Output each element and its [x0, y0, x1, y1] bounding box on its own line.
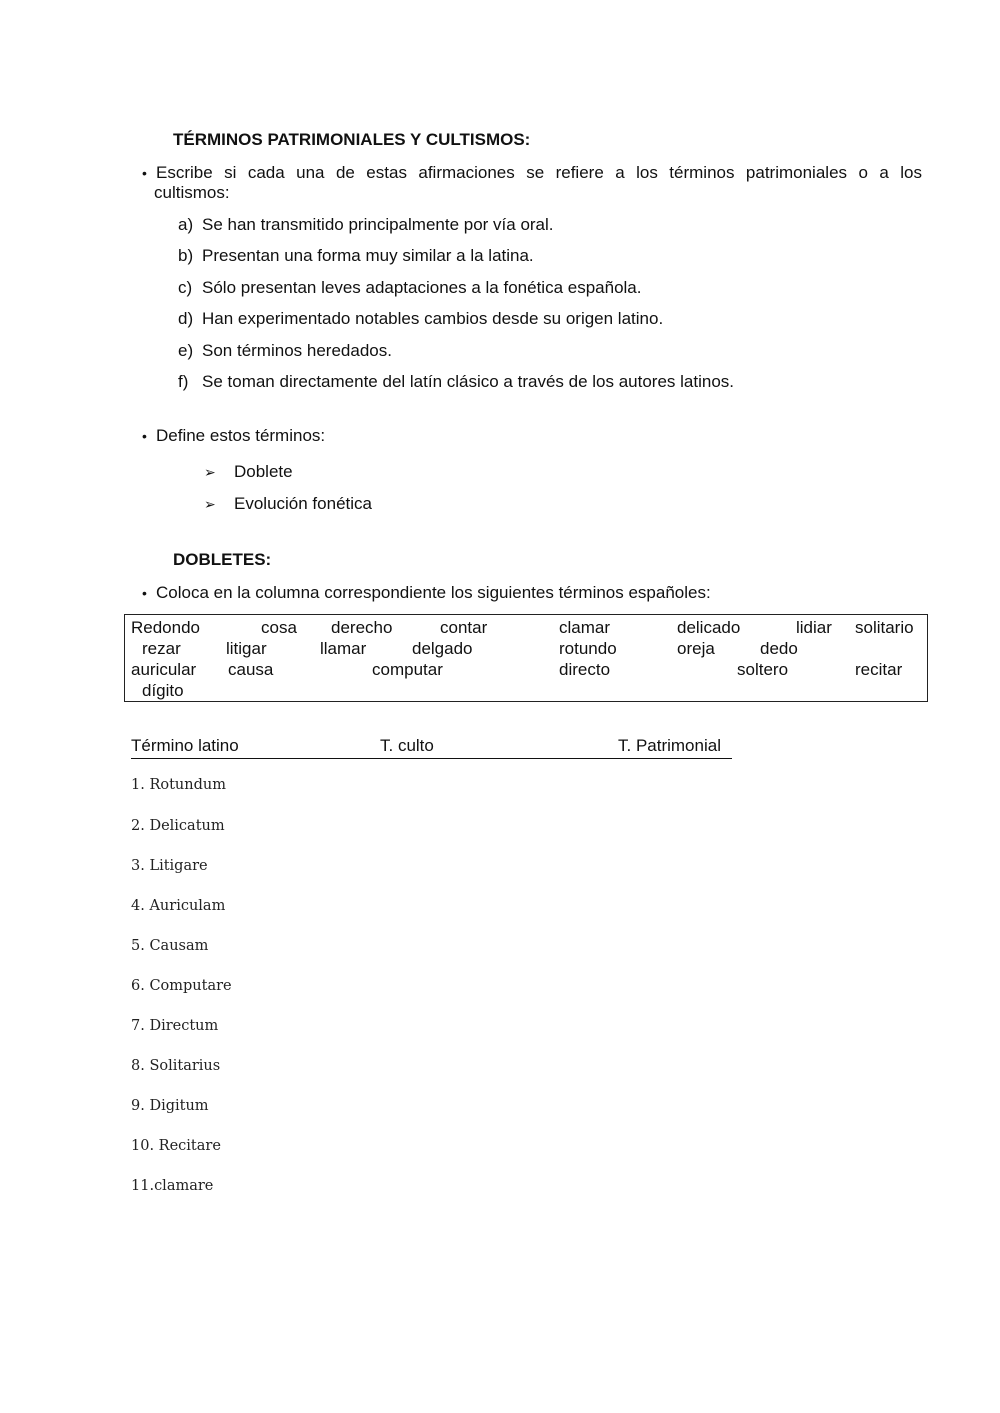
statement-list	[178, 215, 734, 403]
arrow-bullet-icon: ➢	[204, 464, 216, 480]
bullet-icon: •	[142, 585, 147, 601]
define-term-item: ➢ Evolución fonética	[204, 494, 372, 513]
arrow-bullet-icon: ➢	[204, 496, 216, 512]
column-header-culto: T. culto	[380, 736, 434, 755]
statement-item: b) Presentan una forma muy similar a la latina.	[178, 246, 534, 266]
word-bank-word: llamar	[320, 639, 367, 658]
word-bank-word: computar	[372, 660, 443, 679]
word-bank-word: solitario	[855, 618, 914, 637]
word-bank-word: recitar	[855, 660, 903, 679]
list-item: 4. Auriculam	[131, 898, 226, 915]
word-bank-word: delicado	[677, 618, 741, 637]
statement-item: c) Sólo presentan leves adaptaciones a la fonética española.	[178, 277, 642, 297]
word-bank-word: Redondo	[131, 618, 201, 637]
instruction-text-line2: cultismos:	[154, 183, 230, 202]
word-bank-word: soltero	[737, 660, 789, 679]
latin-terms-list	[131, 777, 232, 1218]
word-bank-word: dedo	[760, 639, 798, 658]
word-bank-word: litigar	[226, 639, 267, 658]
list-item: 10. Recitare	[131, 1137, 221, 1154]
list-item: 6. Computare	[131, 978, 232, 995]
dobletes-instruction: • Coloca en la columna correspondiente los siguientes términos españoles:	[142, 583, 711, 602]
word-bank-word: clamar	[559, 618, 611, 637]
statement-item: f) Se toman directamente del latín clásico a través de los autores latinos.	[178, 371, 735, 391]
list-item: 8. Solitarius	[131, 1057, 221, 1074]
list-item: 5. Causam	[131, 938, 209, 955]
list-item: 2. Delicatum	[131, 817, 225, 834]
word-bank-word: auricular	[131, 660, 197, 679]
define-term-item: ➢ Doblete	[204, 462, 293, 481]
column-header-row	[131, 736, 732, 759]
define-terms-list	[204, 456, 372, 520]
define-instruction: • Define estos términos:	[142, 426, 326, 445]
list-item: 1. Rotundum	[131, 777, 226, 793]
instruction-text-line1: Escribe si cada una de estas afirmaciones se refiere a los términos patrimoniales o a los	[156, 163, 922, 182]
bullet-icon: •	[142, 428, 147, 444]
list-item: 9. Digitum	[131, 1097, 209, 1114]
word-bank-word: derecho	[331, 618, 393, 637]
list-item: 3. Litigare	[131, 858, 208, 875]
section-title-patrimoniales: TÉRMINOS PATRIMONIALES Y CULTISMOS:	[173, 130, 531, 149]
list-item: 11.clamare	[131, 1177, 214, 1194]
bullet-icon: •	[142, 165, 147, 181]
column-header-latin: Término latino	[131, 736, 239, 755]
section-title-dobletes: DOBLETES:	[173, 550, 272, 569]
word-bank-word: contar	[440, 618, 488, 637]
statement-item: a) Se han transmitido principalmente por vía oral.	[178, 215, 554, 234]
word-bank-word: oreja	[677, 639, 715, 658]
word-bank-word: directo	[559, 660, 611, 679]
column-header-patrimonial: T. Patrimonial	[618, 736, 721, 755]
word-bank-word: rezar	[142, 639, 181, 658]
statement-item: d) Han experimentado notables cambios desde su origen latino.	[178, 309, 664, 329]
instruction-block	[142, 163, 922, 203]
statement-item: e) Son términos heredados.	[178, 340, 392, 360]
word-bank-word: causa	[228, 660, 274, 679]
word-bank-word: rotundo	[559, 639, 617, 658]
word-bank-word: delgado	[412, 639, 473, 658]
word-bank-word: cosa	[261, 618, 297, 637]
list-item: 7. Directum	[131, 1017, 219, 1034]
word-bank-word: dígito	[142, 681, 184, 700]
word-bank-word: lidiar	[796, 618, 832, 637]
